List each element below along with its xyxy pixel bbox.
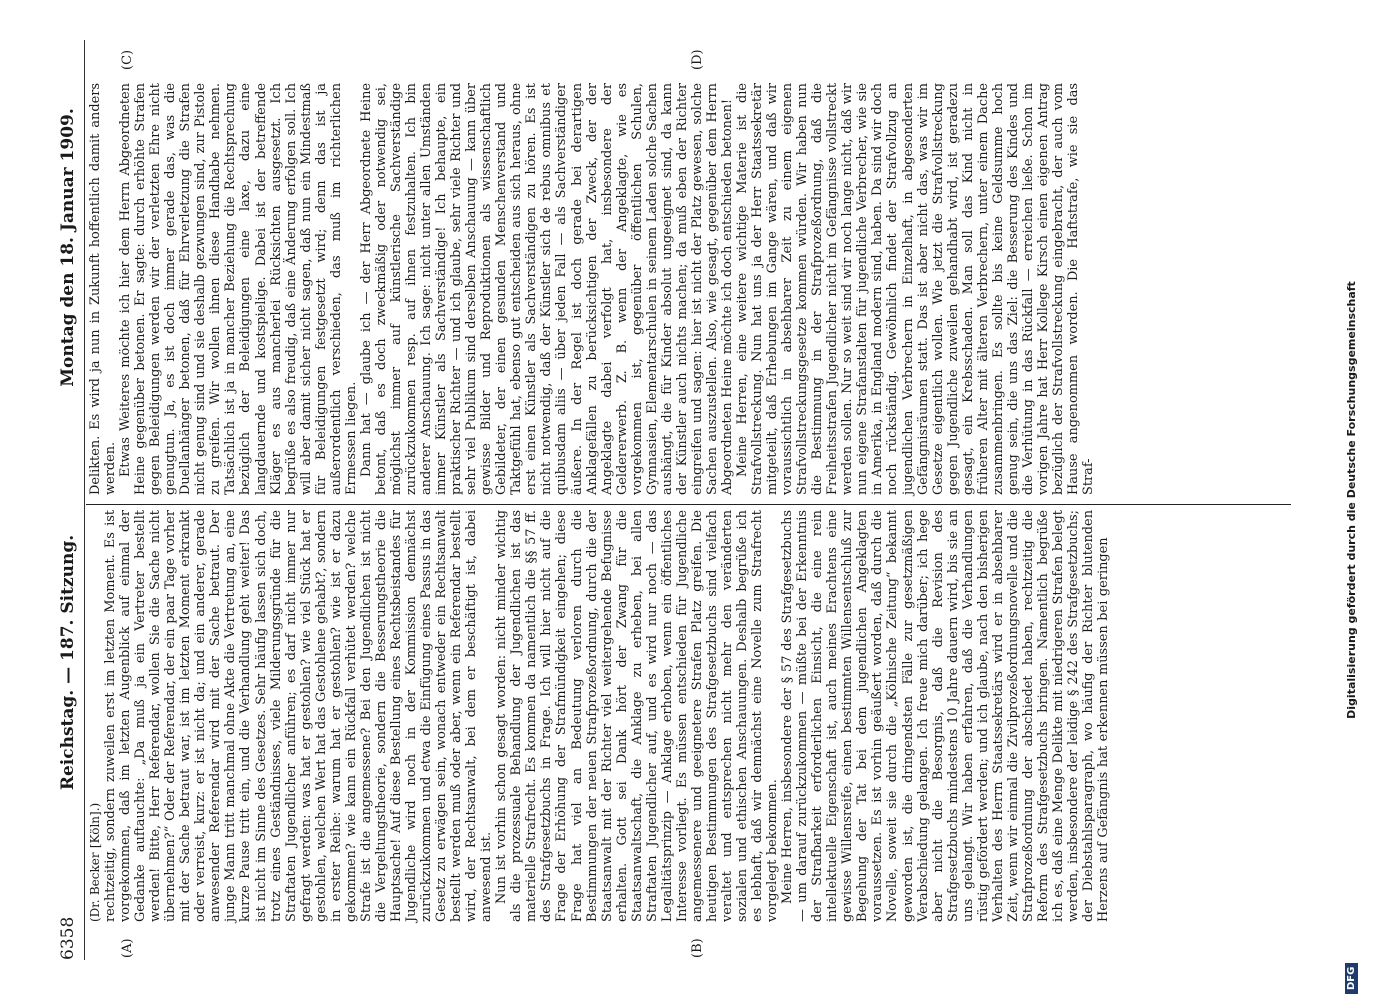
page-header [55,40,81,960]
right-column [88,83,1096,495]
digitization-credit: Digitalisierung gefördert durch die Deutsche Forschungsgemeinschaft [1345,281,1358,719]
margin-marker-d: (D) [690,49,705,70]
column-divider [86,504,1291,505]
paragraph: Delikten. Es wird ja nun in Zukunft hoffentlich damit anders werden. [88,83,119,495]
left-running-title: Reichstag. — 187. Sitzung. [58,534,78,791]
speaker-line: (Dr. Becker [Köln].) [88,802,102,922]
margin-marker-c: (C) [120,49,135,70]
page-number: 6358 [58,916,78,960]
paragraph: Nun ist vorhin schon gesagt worden: nicht minder wichtig als die prozessuale Behandlung der Jugendlichen ist das materielle Strafrecht. Es kommen da namentlich die §§ 57 ff. des Strafgesetzbuchs in Frage. Ich will hier nicht auf die Frage der Erhöhung der Strafmündigkeit eingehen; diese Frage hat viel an Bedeutung verloren durch die Bestimmungen der neuen Strafprozeßordnung, durch die der Staatsanwalt mit der Richter viel weitergehende Befugnisse erhalten. Gott sei Dank hört der Zwang für die Staatsanwaltschaft, die Anklage zu erheben, bei allen Straftaten Jugendlicher auf, und es wird nur noch — das Legalitätsprinzip — Anklage erhoben, wenn ein öffentliches Interesse vorliegt. Es müssen entschieden für Jugendliche angemessenere und geeignetere Strafen Platz greifen. Die heutigen Bestimmungen des Strafgesetzbuchs sind vielfach veraltet und entsprechen nicht mehr den veränderten sozialen und ethischen Anschauungen. Deshalb begrüße ich es lebhaft, daß wir demnächst eine Novelle zum Strafrecht vorgelegt bekommen. [494,510,781,922]
paragraph: rechtzeitig, sondern zuweilen erst im letzten Moment. Es ist vorgekommen, daß im letzten Augenblick auf einmal der Gedanke auftauchte: „Da muß ja ein Vertreter bestellt werden! Bitte, Herr Referendar, wollen Sie die Sache nicht übernehmen?“ Oder der Referendar, der ein paar Tage vorher mit der Sache betraut war, ist im letzten Moment erkrankt oder verreist, kurz: er ist nicht da; und ein anderer, gerade anwesender Referendar wird mit der Sache betraut. Der junge Mann tritt manchmal ohne Akte die Vertretung an, eine kurze Pause tritt ein, und die Verhandlung geht weiter! Das ist nicht im Sinne des Gesetzes. Sehr häufig lassen sich doch, trotz eines Geständnisses, viele Milderungsgründe für die Straftaten Jugendlicher anführen; es darf nicht immer nur gefragt werden: was hat er gestohlen? wie viel Stück hat er gestohlen, welchen Wert hat das Gestohlene gehabt?, sondern in erster Reihe: warum hat er gestohlen? wie ist er dazu gekommen? wie kann ein Rückfall verhütet werden? welche Strafe ist die angemessene? Bei den Jugendlichen ist nicht die Vergeltungstheorie, sondern die Besserungstheorie die Hauptsache! Auf diese Bestellung eines Rechtsbeistandes für Jugendliche wird noch in der Kommission demnächst zurückzukommen und etwa die Einfügung eines Passus in das Gesetz zu erwägen sein, wonach entweder ein Rechtsanwalt bestellt werden muß oder aber, wenn ein Referendar bestellt wird, der Rechtsanwalt, bei dem er beschäftigt ist, dabei anwesend ist. [103,510,495,922]
right-running-title: Montag den 18. Januar 1909. [58,108,78,387]
paragraph: Etwas Weiteres möchte ich hier dem Herrn Abgeordneten Heine gegenüber betonen. Er sagte: durch erhöhte Strafen gegen Beleidigungen werden wir der verletzten Ehre nicht genugtun. Ja, es ist doch immer gerade das, was die Duellanhänger betonen, daß für Ehrverletzung die Strafen nicht genug sind und sie deshalb gezwungen sind, zur Pistole zu greifen. Wir wollen ihnen diese Handhabe nehmen. Tatsächlich ist ja in mancher Beziehung die Rechtsprechung bezüglich der Beleidigungen eine laxe, dazu eine langdauernde und kostspielige. Dabei ist der betreffende Kläger es aus mancherlei Rücksichten ausgesetzt. Ich begrüße es also freudig, daß eine Änderung erfolgen soll. Ich will aber damit sicher nicht sagen, daß nun ein Mindestmaß für Beleidigungen festgesetzt wird; denn das ist ja außerordentlich verschieden, das muß im richterlichen Ermessen liegen. [118,83,359,495]
dfg-logo: DFG [1345,963,1358,994]
margin-marker-b: (B) [690,938,705,958]
paragraph: Meine Herren, eine weitere wichtige Materie ist die Strafvollstreckung. Nun hat uns ja der Herr Staatssekretär mitgeteilt, daß Erhebungen im Gange wären, und daß wir voraussichtlich in absehbarer Zeit zu einem eigenen Strafvollstreckungsgesetze kommen würden. Wir haben nun die Bestimmung in der Strafprozeßordnung, daß die Freiheitsstrafen Jugendlicher nicht im Gefängnisse vollstreckt werden sollen. Nur so weit sind wir noch lange nicht, daß wir nun eigene Strafanstalten für jugendliche Verbrecher, wie sie in Amerika, in England modern sind, haben. Da sind wir doch noch rückständig. Gewöhnlich findet der Strafvollzug an jugendlichen Verbrechern in Einzelhaft, in abgesonderten Gefängnisräumen statt. Das ist aber nicht das, was wir im Gesetze eigentlich wollen. Wie jetzt die Strafvollstreckung gegen Jugendliche zuweilen gehandhabt wird, ist geradezu gesagt, ein Krebsschaden. Man soll das Kind nicht in früheren Alter mit älteren Verbrechern, unter einem Dache zusammenbringen. Es sollte bis keine Geldsumme hoch genug sein, die uns das Ziel: die Besserung des Kindes und die Verhütung in das Rückfall — erreichen ließe. Schon im vorigen Jahre hat Herr Kollege Kirsch einen eigenen Antrag bezüglich der Strafvollstreckung eingebracht, der auch vom Hause angenommen worden. Die Haftstrafe, wie sie das Straf- [735,83,1097,495]
paragraph: Meine Herren, insbesondere der § 57 des Strafgesetzbuchs — um darauf zurückzukommen — müßte bei der Erkenntnis der Strafbarkeit erforderlichen Einsicht, die eine rein intellektuelle Eigenschaft ist, auch meines Erachtens eine gewisse Willensreife, einen bestimmten Willensentschluß zur Begehung der Tat bei dem jugendlichen Angeklagten voraussetzen. Es ist vorhin geäußert worden, daß durch die Novelle, soweit sie durch die „Kölnische Zeitung“ bekannt geworden ist, die dringendsten Fälle zur gesetzmäßigen Verabschiedung gelangen. Ich freue mich darüber; ich hege aber nicht die Besorgnis, daß die Revision des Strafgesetzbuchs mindestens 10 Jahre dauern wird, bis sie an uns gelangt. Wir haben erfahren, daß die Verhandlungen rüstig gefördert werden; und ich glaube, nach den bisherigen Verhalten des Herrn Staatssekretärs wird er in absehbarer Zeit, wenn wir einmal die Zivilprozeßordnungsnovelle und die Strafprozeßordnung der abschiedet haben, rechtzeitig die Reform des Strafgesetzbuchs bringen. Namentlich begrüße ich es, daß eine Menge Delikte mit niedrigeren Strafen belegt werden, insbesondere der leidige § 242 des Strafgesetzbuchs; der Diebstahlsparagraph, wo häufig der Richter blutenden Herzens auf Gefängnis hat erkennen müssen bei geringen [780,510,1112,922]
header-rule [84,40,85,960]
paragraph: Dann hat — glaube ich — der Herr Abgeordnete Heine betont, daß es doch zweckmäßig oder notwendig sei, möglichst immer auf künstlerische Sachverständige zurückzukommen resp. auf ihnen festzuhalten. Ich bin anderer Anschauung. Ich sage: nicht unter allen Umständen immer Künstler als Sachverständige! Ich behaupte, ein praktischer Richter — und ich glaube, sehr viele Richter und sehr viel Publikum sind derselben Anschauung — kann über gewisse Bilder und Reproduktionen als wissenschaftlich Gebildeter, der einen gesunden Menschenverstand und Taktgefühl hat, ebenso gut entscheiden aus sich heraus, ohne erst einen Künstler als Sachverständigen zu hören. Es ist nicht notwendig, daß der Künstler sich de rebus omnibus et quibusdam aliis — über jeden Fall — als Sachverständiger äußere. In der Regel ist doch gerade bei derartigen Anklagefällen zu berücksichtigen der Zweck, der der Angeklagte dabei verfolgt hat, insbesondere der Geldererwerb. Z. B. wenn der Angeklagte, wie es vorgekommen ist, gegenüber öffentlichen Schulen, Gymnasien, Elementarschulen in seinem Laden solche Sachen aushängt, die für Kinder absolut ungeeignet sind, da kann der Künstler auch nichts machen; da muß eben der Richter eingreifen und sagen: hier ist nicht der Platz gewesen, solche Sachen auszustellen. Also, wie gesagt, gegenüber dem Herrn Abgeordneten Heine möchte ich doch entschieden betonen! [358,83,735,495]
margin-marker-a: (A) [120,938,135,958]
left-column [88,510,1111,922]
